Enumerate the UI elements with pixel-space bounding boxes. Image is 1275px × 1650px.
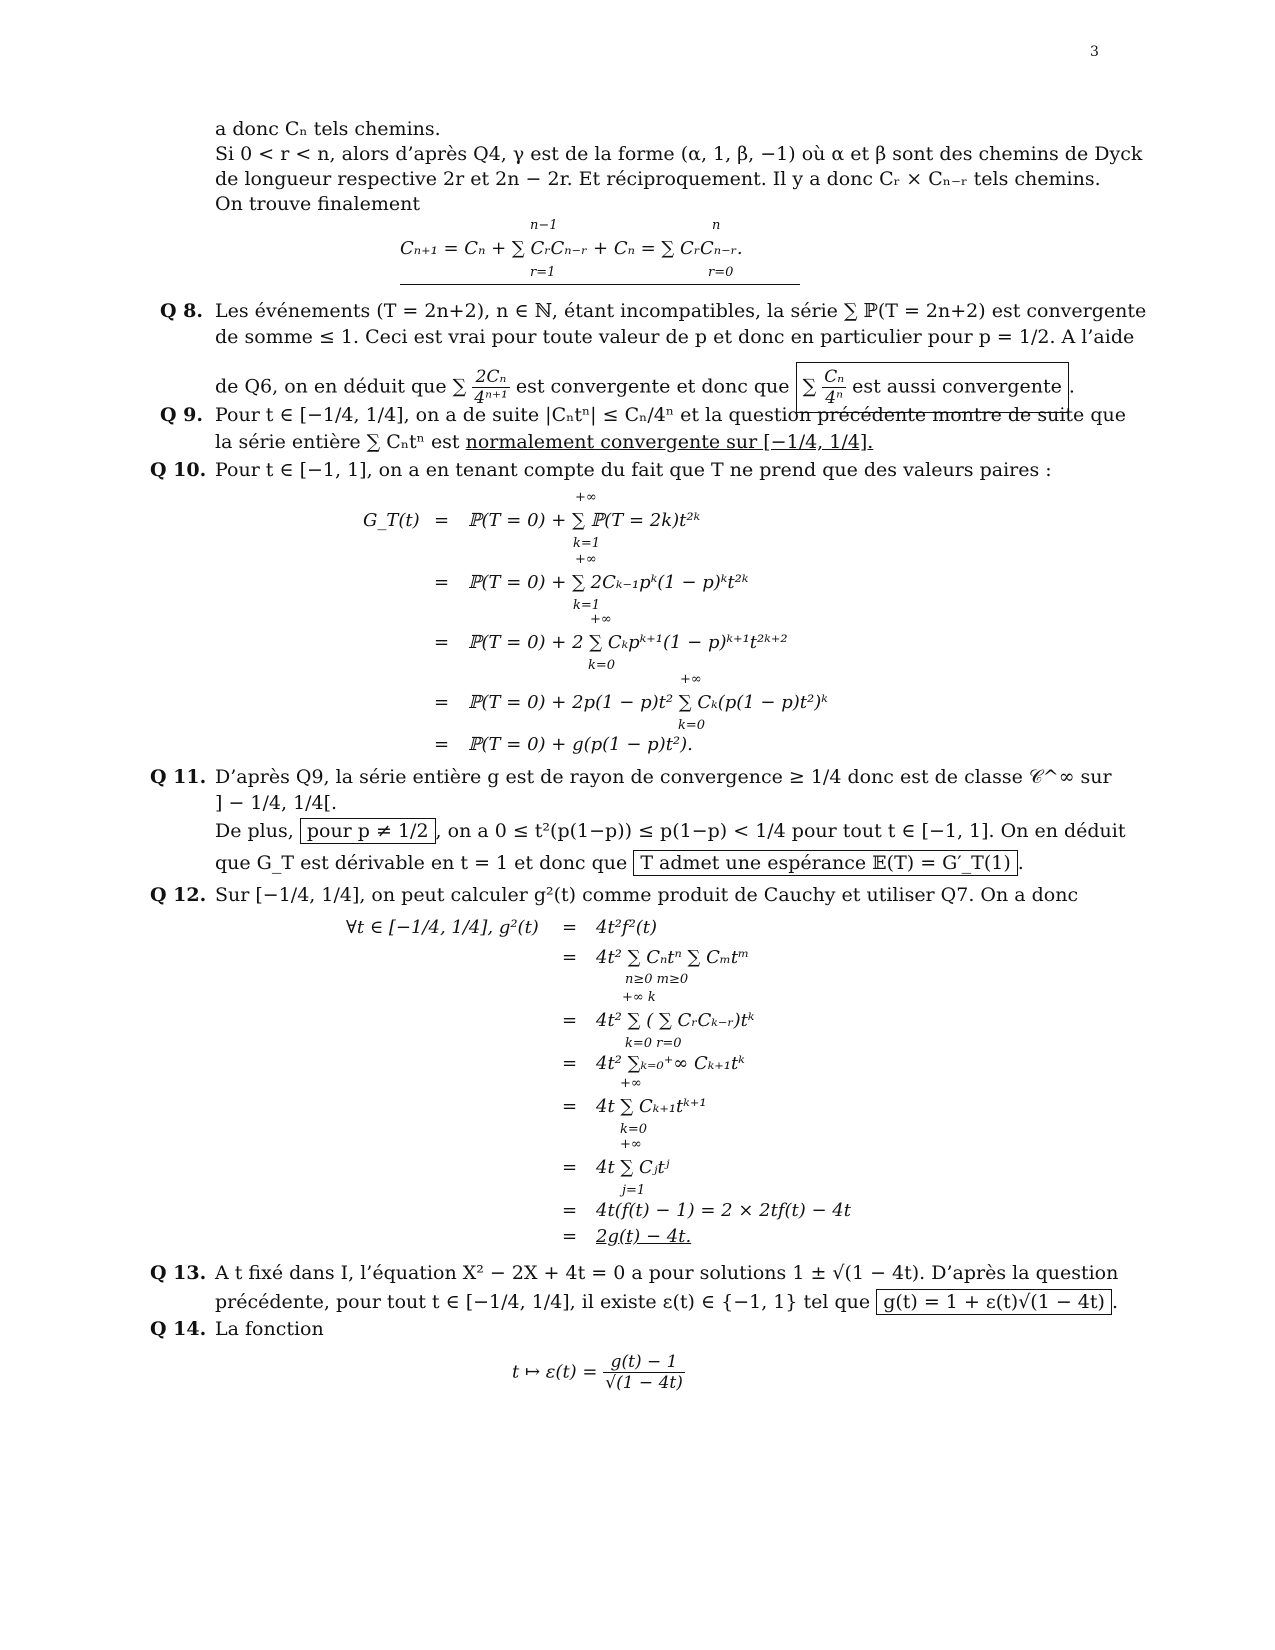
q10-equals-2: = xyxy=(434,572,450,593)
q12-row-6-under: j=1 xyxy=(622,1183,646,1198)
q12-row-3-over: +∞ k xyxy=(622,990,656,1005)
q12-row-1: 4t²f²(t) xyxy=(596,917,658,938)
q12-row-4: 4t² ∑ₖ₌₀⁺∞ Cₖ₊₁tᵏ xyxy=(596,1053,745,1074)
intro-eq-sup-1: n−1 xyxy=(530,218,558,233)
q12-row-6-over: +∞ xyxy=(620,1137,642,1152)
q10-row-4-sup: +∞ xyxy=(680,672,702,687)
q12-equals-5: = xyxy=(562,1096,578,1117)
intro-eq-sub-2: r=0 xyxy=(708,265,734,280)
q11-boxed-result: T admet une espérance 𝔼(T) = G′_T(1) xyxy=(633,850,1017,876)
q8-box-fraction-numerator: Cₙ xyxy=(824,367,845,387)
intro-line-2: Si 0 < r < n, alors d’après Q4, γ est de la forme (α, 1, β, −1) où α et β sont des chemins de Dyck xyxy=(215,143,1143,165)
q11-line-4 xyxy=(215,852,1024,874)
q10-row-1: ℙ(T = 0) + ∑ ℙ(T = 2k)t²ᵏ xyxy=(468,510,701,531)
intro-line-4: On trouve finalement xyxy=(215,193,420,215)
q8-box-fraction-denominator: 4ⁿ xyxy=(825,388,843,408)
q10-row-3-sub: k=0 xyxy=(588,658,616,673)
q9-line-2-start: la série entière ∑ Cₙtⁿ est xyxy=(215,431,460,453)
q14-fraction-numerator: g(t) − 1 xyxy=(603,1352,685,1373)
q12-row-7: 4t(f(t) − 1) = 2 × 2tf(t) − 4t xyxy=(596,1200,851,1221)
q8-line-3: de Q6, on en déduit que ∑ $\frac{\text{2Cₙ}}{\text{4ⁿ⁺¹}}$ est convergente et donc que ∑ $\frac{\text{Cₙ}}{\text{4ⁿ}}$ est aussi convergente . xyxy=(215,362,1075,413)
q8-fraction xyxy=(472,367,510,408)
q12-row-5: 4t ∑ Cₖ₊₁tᵏ⁺¹ xyxy=(596,1096,707,1117)
q14-fraction xyxy=(603,1352,685,1393)
q9-line-2 xyxy=(215,431,873,453)
q12-row-2: 4t² ∑ Cₙtⁿ ∑ Cₘtᵐ xyxy=(596,947,750,968)
q12-row-3-under: k=0 r=0 xyxy=(625,1036,682,1051)
q10-row-5: ℙ(T = 0) + g(p(1 − p)t²). xyxy=(468,734,693,755)
q12-row-5-under: k=0 xyxy=(620,1122,648,1137)
intro-line-3: de longueur respective 2r et 2n − 2r. Et réciproquement. Il y a donc Cᵣ × Cₙ₋ᵣ tels chemins. xyxy=(215,168,1101,190)
intro-eq-sup-2: n xyxy=(712,218,721,233)
q12-row-5-over: +∞ xyxy=(620,1076,642,1091)
q8-fraction-denominator: 4ⁿ⁺¹ xyxy=(474,388,508,408)
q11-label: Q 11. xyxy=(150,766,207,788)
q12-row-3: 4t² ∑ ( ∑ CᵣCₖ₋ᵣ)tᵏ xyxy=(596,1010,755,1031)
intro-equation: Cₙ₊₁ = Cₙ + ∑ CᵣCₙ₋ᵣ + Cₙ = ∑ CᵣCₙ₋ᵣ. xyxy=(400,238,743,259)
q10-equals-5: = xyxy=(434,734,450,755)
q12-equals-8: = xyxy=(562,1226,578,1247)
page-number: 3 xyxy=(1090,44,1099,60)
q11-line-2: ] − 1/4, 1/4[. xyxy=(215,792,338,814)
q14-line-1: La fonction xyxy=(215,1318,324,1340)
q11-line-3-end: , on a 0 ≤ t²(p(1−p)) ≤ p(1−p) < 1/4 pour tout t ∈ [−1, 1]. On en déduit xyxy=(435,820,1126,842)
intro-line-1: a donc Cₙ tels chemins. xyxy=(215,118,441,140)
q10-equals-1: = xyxy=(434,510,450,531)
q11-boxed-condition: pour p ≠ 1/2 xyxy=(300,818,436,844)
q10-row-1-sup: +∞ xyxy=(575,490,597,505)
q12-equals-4: = xyxy=(562,1053,578,1074)
q10-line-1: Pour t ∈ [−1, 1], on a en tenant compte du fait que T ne prend que des valeurs paires : xyxy=(215,459,1052,481)
q10-equals-4: = xyxy=(434,692,450,713)
q10-row-3: ℙ(T = 0) + 2 ∑ Cₖpᵏ⁺¹(1 − p)ᵏ⁺¹t²ᵏ⁺² xyxy=(468,632,788,653)
intro-eq-sub-1: r=1 xyxy=(530,265,556,280)
q13-line-1: A t fixé dans I, l’équation X² − 2X + 4t = 0 a pour solutions 1 ± √(1 − 4t). D’après la question xyxy=(215,1262,1119,1284)
q9-label: Q 9. xyxy=(160,404,204,426)
q8-fraction-numerator: 2Cₙ xyxy=(472,367,510,388)
q14-formula xyxy=(512,1352,685,1393)
q11-line-4-start: que G_T est dérivable en t = 1 et donc que xyxy=(215,852,628,874)
q10-label: Q 10. xyxy=(150,459,207,481)
q11-line-3 xyxy=(215,820,1126,842)
q13-boxed-result: g(t) = 1 + ε(t)√(1 − 4t) xyxy=(876,1289,1112,1315)
q11-line-4-end: . xyxy=(1017,852,1024,874)
q12-row-2-under: n≥0 m≥0 xyxy=(625,972,689,987)
q13-line-2-start: précédente, pour tout t ∈ [−1/4, 1/4], il existe ε(t) ∈ {−1, 1} tel que xyxy=(215,1291,871,1313)
q12-equals-3: = xyxy=(562,1010,578,1031)
q12-equals-7: = xyxy=(562,1200,578,1221)
q12-equals-6: = xyxy=(562,1157,578,1178)
q8-box-fraction xyxy=(822,367,846,408)
q12-row-6: 4t ∑ Cⱼtʲ xyxy=(596,1157,670,1178)
q12-label: Q 12. xyxy=(150,884,207,906)
q8-box-text: est aussi convergente xyxy=(852,375,1062,398)
q8-line-1: Les événements (T = 2n+2), n ∈ ℕ, étant incompatibles, la série ∑ ℙ(T = 2n+2) est convergente xyxy=(215,300,1147,322)
q12-row-8: 2g(t) − 4t. xyxy=(596,1226,692,1247)
q13-line-2 xyxy=(215,1291,1118,1313)
q10-lhs: G_T(t) xyxy=(363,510,420,531)
q13-label: Q 13. xyxy=(150,1262,207,1284)
q8-line-3-start: de Q6, on en déduit que ∑ xyxy=(215,375,467,398)
q9-line-1: Pour t ∈ [−1/4, 1/4], on a de suite |Cₙtⁿ| ≤ Cₙ/4ⁿ et la question précédente montre de suite que xyxy=(215,404,1126,426)
q14-lhs: t ↦ ε(t) = xyxy=(512,1361,598,1383)
q12-equals-1: = xyxy=(562,917,578,938)
q14-label: Q 14. xyxy=(150,1318,207,1340)
q10-row-1-sub: k=1 xyxy=(573,536,601,551)
q11-line-1: D’après Q9, la série entière g est de rayon de convergence ≥ 1/4 donc est de classe 𝒞^∞ sur xyxy=(215,766,1112,788)
q14-fraction-denominator: √(1 − 4t) xyxy=(605,1373,683,1393)
q13-line-2-end: . xyxy=(1111,1291,1118,1313)
q8-boxed-result: ∑ $\frac{\text{Cₙ}}{\text{4ⁿ}}$ est aussi convergente xyxy=(796,362,1069,413)
q10-row-2-sup: +∞ xyxy=(575,552,597,567)
q11-line-3-start: De plus, xyxy=(215,820,294,842)
q10-row-4: ℙ(T = 0) + 2p(1 − p)t² ∑ Cₖ(p(1 − p)t²)ᵏ xyxy=(468,692,828,713)
q10-row-3-sup: +∞ xyxy=(590,612,612,627)
intro-equation-underline xyxy=(400,284,800,285)
q8-line-3-middle: est convergente et donc que xyxy=(515,375,790,398)
q12-lhs: ∀t ∈ [−1/4, 1/4], g²(t) xyxy=(346,917,539,938)
q10-row-4-sub: k=0 xyxy=(678,718,706,733)
q10-row-2: ℙ(T = 0) + ∑ 2Cₖ₋₁pᵏ(1 − p)ᵏt²ᵏ xyxy=(468,572,749,593)
q12-equals-2: = xyxy=(562,947,578,968)
q9-underlined-result: normalement convergente sur [−1/4, 1/4]. xyxy=(465,431,874,453)
q10-row-2-sub: k=1 xyxy=(573,598,601,613)
q8-label: Q 8. xyxy=(160,300,204,322)
q10-equals-3: = xyxy=(434,632,450,653)
q12-line-1: Sur [−1/4, 1/4], on peut calculer g²(t) comme produit de Cauchy et utiliser Q7. On a donc xyxy=(215,884,1079,906)
q8-line-2: de somme ≤ 1. Ceci est vrai pour toute valeur de p et donc en particulier pour p = 1/2. A l’aide xyxy=(215,326,1135,348)
